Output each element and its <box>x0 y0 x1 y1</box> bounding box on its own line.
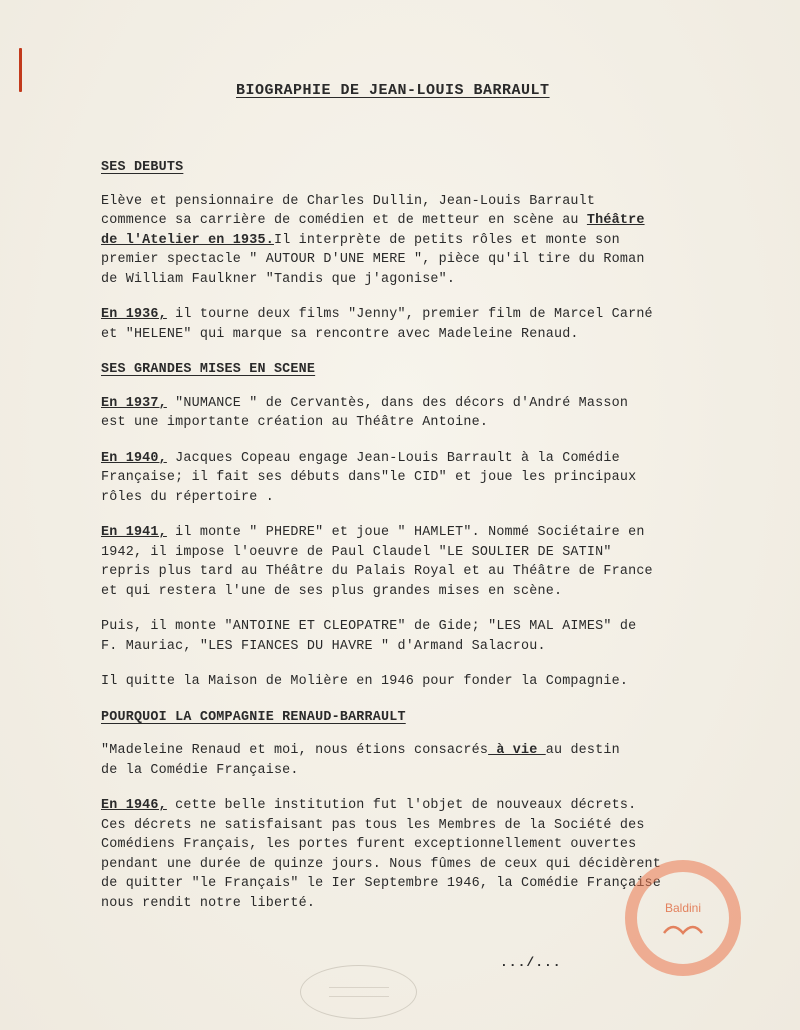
paragraph-mises-4: Puis, il monte "ANTOINE ET CLEOPATRE" de Gide; "LES MAL AIMES" de F. Mauriac, "LES FIANCES DU HAVRE " d'Armand Salacrou. <box>101 619 637 654</box>
heading-pourquoi: POURQUOI LA COMPAGNIE RENAUD-BARRAULT <box>101 709 406 725</box>
text-segment: au destin de la Comédie Française. <box>101 743 620 778</box>
date-1946: En 1946, <box>101 798 167 813</box>
margin-mark <box>19 48 22 92</box>
paragraph-mises-5: Il quitte la Maison de Molière en 1946 pour fonder la Compagnie. <box>101 674 629 689</box>
paragraph-mises-3 <box>101 523 781 601</box>
date-1941: En 1941, <box>101 525 167 540</box>
date-1940: En 1940, <box>101 450 167 466</box>
stamp-text: Baldini <box>664 901 702 915</box>
text-segment: "Madeleine Renaud et moi, nous étions consacrés <box>101 743 489 758</box>
text-segment: Jacques Copeau engage Jean-Louis Barrault à la Comédie Française; il fait ses débuts dans"le CID" et joue les principaux rôles du répertoire . <box>101 450 637 505</box>
paragraph-debuts-2 <box>101 305 781 344</box>
paragraph-mises-1 <box>101 394 781 433</box>
paragraph-debuts-1 <box>101 192 781 290</box>
library-stamp <box>625 860 741 976</box>
archive-seal <box>300 965 417 1019</box>
heading-debuts: SES DEBUTS <box>101 160 184 175</box>
heading-mises-en-scene: SES GRANDES MISES EN SCENE <box>101 362 316 377</box>
a-vie: à vie <box>488 743 546 758</box>
seal-mark <box>329 987 389 997</box>
book-icon <box>662 919 704 935</box>
page-continuation: .../... <box>500 955 562 970</box>
page-title: BIOGRAPHIE DE JEAN-LOUIS BARRAULT <box>236 82 550 99</box>
text-segment: cette belle institution fut l'objet de nouveaux décrets. Ces décrets ne satisfaisant pas tous les Membres de la Société des Comédiens Français, les portes furent exceptionnellement ouvertes pendant une durée de quinze jours. Nous fûmes de ceux qui décidèrent de quitter "le Français" le Ier Septembre 1946, la Comédie Française nous rendit notre liberté. <box>101 798 662 911</box>
date-1937: En 1937, <box>101 395 167 411</box>
theatre-atelier: Théâtre de l'Atelier en 1935. <box>101 213 645 248</box>
paragraph-pourquoi-1 <box>101 741 781 780</box>
document-body <box>101 158 781 929</box>
text-segment: il monte " PHEDRE" et joue " HAMLET". Nommé Sociétaire en 1942, il impose l'oeuvre de Paul Claudel "LE SOULIER DE SATIN" repris plus tard au Théâtre du Palais Royal et au Théâtre de France et qui restera l'une de ses plus grandes mises en scène. <box>101 525 653 599</box>
text-segment: Elève et pensionnaire de Charles Dullin, Jean-Louis Barrault commence sa carrière de comédien et de metteur en scène au <box>101 193 596 228</box>
text-segment: Il interprète de petits rôles et monte son premier spectacle " AUTOUR D'UNE MERE ", pièce qu'il tire du Roman de William Faulkner "Tandis que j'agonise". <box>101 232 645 287</box>
date-1936: En 1936, <box>101 307 167 322</box>
paragraph-mises-2 <box>101 449 781 508</box>
text-segment: il tourne deux films "Jenny", premier film de Marcel Carné et "HELENE" qui marque sa rencontre avec Madeleine Renaud. <box>101 307 653 342</box>
text-segment: "NUMANCE " de Cervantès, dans des décors d'André Masson est une importante création au Théâtre Antoine. <box>101 395 629 430</box>
